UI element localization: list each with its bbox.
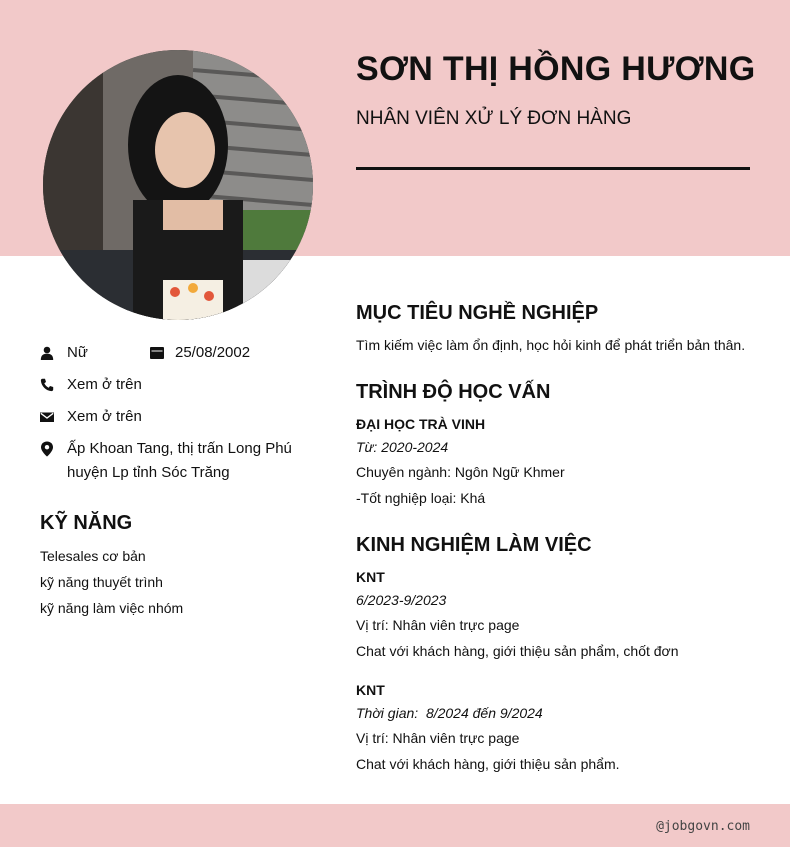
birthdate-value: 25/08/2002: [175, 344, 251, 361]
email-value: Xem ở trên: [67, 408, 142, 425]
user-icon: [40, 346, 54, 360]
gender-value: Nữ: [67, 344, 88, 361]
objective-text: Tìm kiếm việc làm ổn định, học hỏi kinh để phát triển bản thân.: [356, 337, 746, 353]
skills-title: KỸ NĂNG: [40, 512, 133, 534]
mail-icon: [40, 410, 54, 424]
map-pin-icon: [40, 441, 54, 457]
profile-photo: [43, 50, 313, 320]
skill-item: kỹ năng thuyết trình: [40, 574, 163, 590]
phone-value: Xem ở trên: [67, 376, 142, 393]
education-major: Chuyên ngành: Ngôn Ngữ Khmer: [356, 464, 565, 480]
experience-title: KINH NGHIỆM LÀM VIỆC: [356, 534, 592, 556]
job-company: KNT: [356, 569, 385, 585]
address-line-1: Ấp Khoan Tang, thị trấn Long Phú: [67, 440, 292, 457]
calendar-icon: [150, 346, 164, 360]
education-grade: -Tốt nghiệp loại: Khá: [356, 490, 486, 506]
address-line-2: huyện Lp tỉnh Sóc Trăng: [67, 464, 230, 481]
job-title: NHÂN VIÊN XỬ LÝ ĐƠN HÀNG: [356, 108, 632, 129]
job-position: Vị trí: Nhân viên trực page: [356, 730, 520, 746]
job-description: Chat với khách hàng, giới thiệu sản phẩm.: [356, 756, 620, 772]
title-divider: [356, 167, 750, 170]
job-description: Chat với khách hàng, giới thiệu sản phẩm, chốt đơn: [356, 643, 679, 659]
job-period: 6/2023-9/2023: [356, 592, 447, 608]
job-position: Vị trí: Nhân viên trực page: [356, 617, 520, 633]
footer-watermark: @jobgovn.com: [656, 819, 750, 834]
candidate-name: SƠN THỊ HỒNG HƯƠNG: [356, 50, 756, 88]
education-title: TRÌNH ĐỘ HỌC VẤN: [356, 381, 551, 403]
job-company: KNT: [356, 682, 385, 698]
education-school: ĐẠI HỌC TRÀ VINH: [356, 416, 486, 432]
objective-title: MỤC TIÊU NGHỀ NGHIỆP: [356, 302, 599, 324]
job-period: Thời gian: 8/2024 đến 9/2024: [356, 705, 543, 721]
education-period: Từ: 2020-2024: [356, 439, 449, 455]
skill-item: kỹ năng làm việc nhóm: [40, 600, 184, 616]
skill-item: Telesales cơ bản: [40, 548, 146, 564]
phone-icon: [40, 378, 54, 392]
